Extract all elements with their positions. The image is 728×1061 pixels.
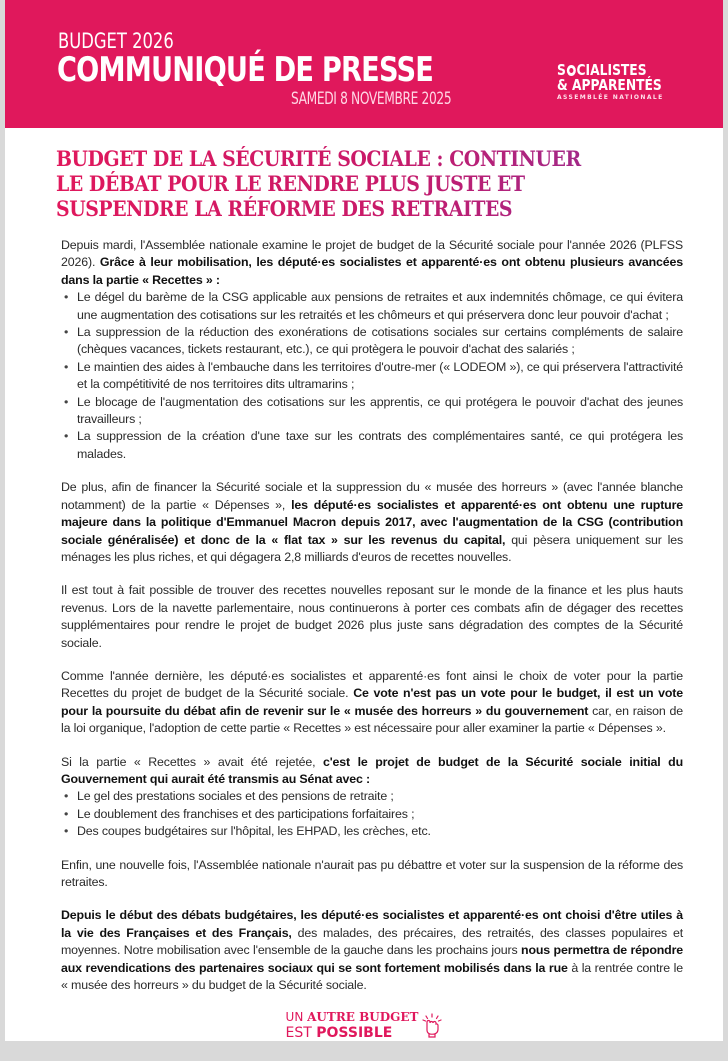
paragraph-bold: Grâce à leur mobilisation, les député·es socialistes et apparenté·es ont obtenu plusieurs avancées dans la partie « Recettes » : bbox=[61, 255, 684, 287]
paragraph-bold: Ce vote n'est pas un vote pour le budget, il est un vote pour la poursuite du débat afin de revenir sur le « musée des horreurs » du gouvernement bbox=[61, 686, 684, 718]
logo-line-3: ASSEMBLÉE NATIONALE bbox=[557, 94, 664, 101]
slogan-text-bold: POSSIBLE bbox=[316, 1025, 393, 1042]
list-item: • Le blocage de l'augmentation des cotisations sur les apprentis, ce qui protégera le pouvoir d'achat des jeunes travailleurs ; bbox=[77, 394, 683, 429]
header-kicker: BUDGET 2026 bbox=[58, 29, 174, 53]
list-item: • Le maintien des aides à l'embauche dans les territoires d'outre-mer (« LODEOM »), ce qui préservera l'attractivité et la compétitivité de nos territoires dits ultramarins ; bbox=[77, 359, 683, 394]
list-item: • La suppression de la création d'une taxe sur les contrats des complémentaires santé, ce qui protégera les malades. bbox=[77, 428, 683, 463]
party-logo bbox=[557, 63, 687, 102]
paragraph-text: des malades, des précaires, des retraités, des classes populaires et moyennes. Notre mobilisation avec l'ensemble de la gauche dans les prochains jours bbox=[61, 925, 683, 958]
body-text bbox=[61, 237, 683, 994]
paragraph-pension-reform: Enfin, une nouvelle fois, l'Assemblée nationale n'aurait pas pu débattre et voter sur la suspension de la réforme des retraites. bbox=[61, 857, 683, 889]
paragraph-bold: nous permettra de répondre aux revendications des partenaires sociaux qui se sont fortement mobilisés dans la rue bbox=[61, 943, 684, 975]
paragraph-bold: c'est le projet de budget de la Sécurité sociale initial du Gouvernement qui aurait été transmis au Sénat avec : bbox=[61, 754, 683, 786]
paragraph-text: car, en raison de la loi organique, l'adoption de cette partie « Recettes » est nécessaire pour aller examiner la partie « Dépenses ». bbox=[61, 703, 683, 736]
list-item: • Le doublement des franchises et des participations forfaitaires ; bbox=[77, 806, 683, 823]
list-item: • La suppression de la réduction des exonérations de cotisations sociales sur certains compléments de salaire (chèques vacances, tickets restaurant, etc.), ce qui protègera le pouvoir d'achat des salariés ; bbox=[77, 324, 683, 359]
paragraph-text: Depuis mardi, l'Assemblée nationale examine le projet de budget de la Sécurité sociale pour l'année 2026 (PLFSS 2026). bbox=[61, 238, 683, 270]
slogan-text: UN bbox=[285, 1010, 308, 1025]
header-title: COMMUNIQUÉ DE PRESSE bbox=[57, 50, 434, 90]
logo-line-2: & APPARENTÉS bbox=[557, 76, 662, 94]
slogan-text: EST bbox=[285, 1025, 317, 1042]
headline bbox=[56, 146, 676, 221]
list-item: • Le gel des prestations sociales et des pensions de retraite ; bbox=[77, 788, 683, 805]
paragraph-rejection bbox=[61, 754, 683, 789]
slogan-line-1 bbox=[286, 1010, 419, 1024]
logo-letter-s: S bbox=[557, 61, 566, 79]
press-release-page bbox=[5, 0, 723, 1041]
list-item: • Des coupes budgétaires sur l'hôpital, les EHPAD, les crèches, etc. bbox=[77, 823, 683, 840]
paragraph-bold: Depuis le début des débats budgétaires, les député·es socialistes et apparenté·es ont choisi d'être utiles à la vie des Françaises et des Français, bbox=[61, 908, 683, 940]
slogan-text-bold: AUTRE BUDGET bbox=[307, 1010, 419, 1025]
headline-line-2: LE DÉBAT POUR LE RENDRE PLUS JUSTE ET bbox=[56, 171, 614, 196]
paragraph-conclusion bbox=[61, 907, 683, 994]
rose-icon bbox=[567, 65, 576, 76]
paragraph-text: Comme l'année dernière, les député·es socialistes et apparenté·es font ainsi le choix de voter pour la partie Recettes du projet de budget de la Sécurité sociale. bbox=[61, 668, 683, 701]
paragraph-text: qui pèsera uniquement sur les ménages les plus riches, et qui dégagera 2,8 milliards d'euros de recettes nouvelles. bbox=[61, 532, 683, 564]
slogan-line-2 bbox=[286, 1024, 419, 1041]
paragraph-intro bbox=[61, 237, 683, 289]
headline-line-1: BUDGET DE LA SÉCURITÉ SOCIALE : CONTINUER bbox=[56, 146, 614, 171]
header-banner bbox=[5, 0, 723, 128]
paragraph-new-revenues: Il est tout à fait possible de trouver des recettes nouvelles reposant sur le monde de la finance et les plus hauts revenus. Lors de la navette parlementaire, nous continuerons à porter ces combats afin de dégager des recettes supplémentaires pour rendre le projet de budget 2026 plus juste sans dégradation des comptes de la Sécurité sociale. bbox=[61, 583, 683, 650]
headline-line-3: SUSPENDRE LA RÉFORME DES RETRAITES bbox=[56, 196, 614, 221]
list-item: • Le dégel du barème de la CSG applicable aux pensions de retraites et aux indemnités chômage, ce qui évitera une augmentation des cotisations sur les retraités et les chômeurs et qui préservera donc leur pouvoir d'achat ; bbox=[77, 289, 683, 324]
list-recettes-gains bbox=[61, 289, 683, 463]
paragraph-text: De plus, afin de financer la Sécurité sociale et la suppression du « musée des horreurs » (avec l'année blanche notamment) de la partie « Dépenses », bbox=[61, 480, 683, 512]
header-date: SAMEDI 8 NOVEMBRE 2025 bbox=[291, 89, 452, 109]
slogan-text-block bbox=[286, 1010, 419, 1041]
paragraph-bold: les député·es socialistes et apparenté·es ont obtenu une rupture majeure dans la politique d'Emmanuel Macron depuis 2017, avec l'augmentation de la CSG (contribution sociale généralisée) et donc de la « flat tax » sur les revenus du capital, bbox=[61, 497, 684, 547]
paragraph-text: Si la partie « Recettes » avait été rejetée, bbox=[61, 754, 323, 769]
footer-slogan-logo bbox=[5, 1010, 723, 1041]
list-initial-budget bbox=[61, 788, 683, 840]
raised-fist-icon bbox=[422, 1013, 442, 1039]
logo-text-cialistes: CIALISTES bbox=[576, 61, 647, 79]
paragraph-vote bbox=[61, 668, 683, 738]
paragraph-financing bbox=[61, 479, 683, 566]
paragraph-text: à la rentrée contre le « musée des horreurs » du budget de la Sécurité sociale. bbox=[61, 960, 683, 993]
